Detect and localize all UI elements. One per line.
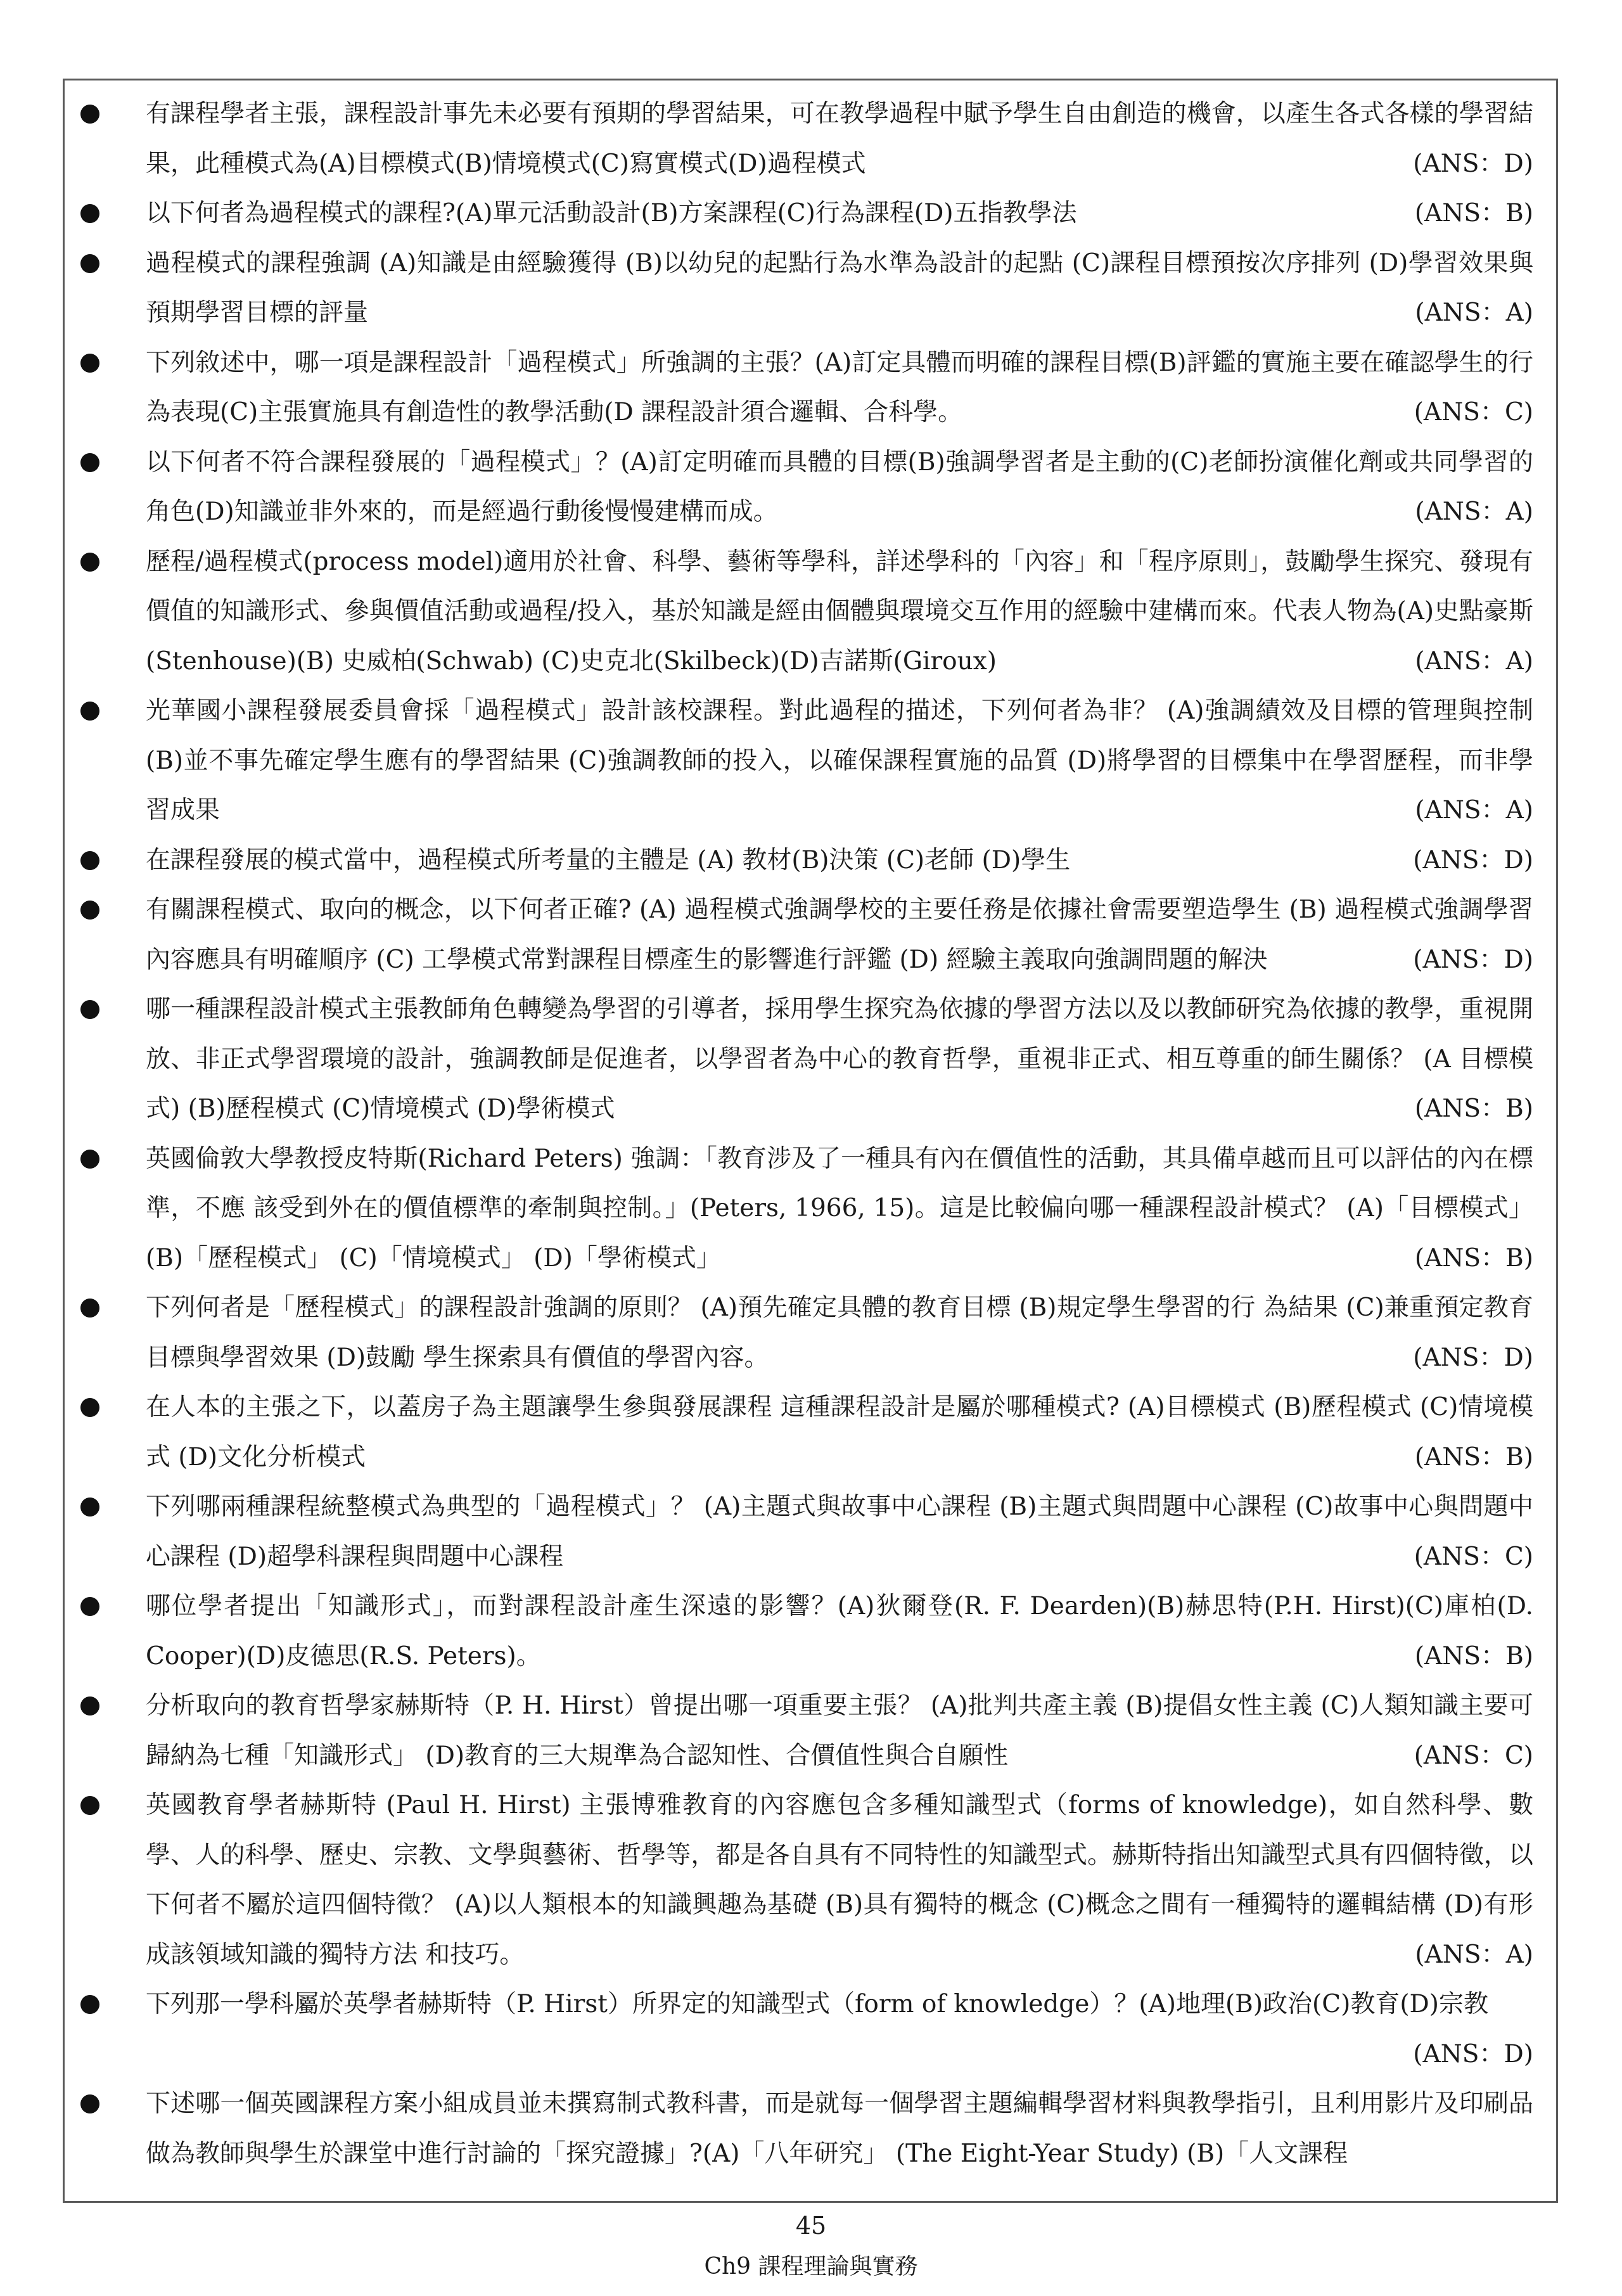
bullet-icon	[80, 1995, 99, 2014]
answer-key: (ANS：A)	[1415, 646, 1533, 676]
answer-key: (ANS：B)	[1414, 1094, 1533, 1123]
question-item	[65, 89, 1556, 189]
question-item	[65, 1383, 1556, 1482]
question-item	[65, 438, 1556, 537]
answer-key: (ANS：A)	[1415, 497, 1533, 526]
question-item	[65, 2079, 1556, 2179]
question-text: 歷程/過程模式(process model)適用於社會、科學、藝術等學科，詳述學科的「內容」和「程序原則」，鼓勵學生探究、發現有價值的知識形式、參與價值活動或過程/投入，基於知識是經由個體與環境交互作用的經驗中建構而來。代表人物為(A)史點豪斯(Stenhouse)(B) 史威柏(Schwab) (C)史克北(Skilbeck)(D)吉諾斯(Giroux)	[146, 547, 1533, 676]
question-text: 有課程學者主張，課程設計事先未必要有預期的學習結果，可在教學過程中賦予學生自由創造的機會，以產生各式各樣的學習結果，此種模式為(A)目標模式(B)情境模式(C)寫實模式(D)過程模式	[146, 99, 1533, 178]
bullet-icon	[80, 1398, 99, 1417]
bullet-icon	[80, 1150, 99, 1169]
answer-key: (ANS：D)	[1413, 149, 1533, 178]
bullet-icon	[80, 1597, 99, 1616]
question-text: 哪一種課程設計模式主張教師角色轉變為學習的引導者，採用學生探究為依據的學習方法以及以教師研究為依據的教學，重視開放、非正式學習環境的設計，強調教師是促進者，以學習者為中心的教育哲學，重視非正式、相互尊重的師生關係？ (A 目標模式) (B)歷程模式 (C)情境模式 (D)學術模式	[146, 995, 1533, 1123]
question-item	[65, 1283, 1556, 1383]
answer-key: (ANS：D)	[1413, 845, 1533, 875]
bullet-icon	[80, 1696, 99, 1716]
question-item	[65, 537, 1556, 687]
question-text: 有關課程模式、取向的概念，以下何者正確? (A) 過程模式強調學校的主要任務是依據社會需要塑造學生 (B) 過程模式強調學習內容應具有明確順序 (C) 工學模式常對課程目標產生的影響進行評鑑 (D) 經驗主義取向強調問題的解決	[146, 895, 1533, 974]
question-list	[65, 80, 1556, 2179]
question-text: 分析取向的教育哲學家赫斯特（P. H. Hirst）曾提出哪一項重要主張？ (A)批判共產主義 (B)提倡女性主義 (C)人類知識主要可歸納為七種「知識形式」 (D)教育的三大規準為合認知性、合價值性與合自願性	[146, 1691, 1533, 1770]
question-text: 以下何者不符合課程發展的「過程模式」？(A)訂定明確而具體的目標(B)強調學習者是主動的(C)老師扮演催化劑或共同學習的角色(D)知識並非外來的，而是經過行動後慢慢建構而成。	[146, 447, 1533, 526]
answer-key: (ANS：B)	[1414, 1243, 1533, 1273]
page-frame	[63, 79, 1558, 2203]
question-text: 在課程發展的模式當中，過程模式所考量的主體是 (A) 教材(B)決策 (C)老師 (D)學生	[146, 845, 1071, 875]
bullet-icon	[80, 204, 99, 223]
answer-key: (ANS：B)	[1414, 1641, 1533, 1671]
question-item	[65, 1134, 1556, 1284]
question-item	[65, 1582, 1556, 1681]
bullet-icon	[80, 851, 99, 870]
question-text: 光華國小課程發展委員會採「過程模式」設計該校課程。對此過程的描述，下列何者為非？ (A)強調績效及目標的管理與控制 (B)並不事先確定學生應有的學習結果 (C)強調教師的投入，以確保課程實施的品質 (D)將學習的目標集中在學習歷程，而非學習成果	[146, 696, 1533, 824]
question-item	[65, 1482, 1556, 1582]
answer-key: (ANS：A)	[1415, 1940, 1533, 1969]
bullet-icon	[80, 901, 99, 920]
question-item	[65, 338, 1556, 438]
question-text: 下列那一學科屬於英學者赫斯特（P. Hirst）所界定的知識型式（form of knowledge）？(A)地理(B)政治(C)教育(D)宗教	[146, 1990, 1489, 2018]
answer-key: (ANS：D)	[1413, 2039, 1533, 2068]
bullet-icon	[80, 105, 99, 124]
question-text: 英國倫敦大學教授皮特斯(Richard Peters) 強調：「教育涉及了一種具有內在價值性的活動，其具備卓越而且可以評估的內在標準，不應 該受到外在的價值標準的牽制與控制。」(Peters, 1966, 15)。這是比較偏向哪一種課程設計模式？ (A)「目標模式」 (B)「歷程模式」 (C)「情境模式」 (D)「學術模式」	[146, 1144, 1533, 1273]
question-text: 以下何者為過程模式的課程?(A)單元活動設計(B)方案課程(C)行為課程(D)五指教學法	[146, 199, 1077, 228]
question-text: 英國教育學者赫斯特 (Paul H. Hirst) 主張博雅教育的內容應包含多種知識型式（forms of knowledge)，如自然科學、數學、人的科學、歷史、宗教、文學與藝術、哲學等，都是各自具有不同特性的知識型式。赫斯特指出知識型式具有四個特徵，以下何者不屬於這四個特徵？ (A)以人類根本的知識興趣為基礎 (B)具有獨特的概念 (C)概念之間有一種獨特的邏輯結構 (D)有形成該領域知識的獨特方法 和技巧。	[146, 1791, 1533, 1969]
answer-key: (ANS：B)	[1414, 1442, 1533, 1472]
bullet-icon	[80, 453, 99, 472]
question-text: 下述哪一個英國課程方案小組成員並未撰寫制式教科書，而是就每一個學習主題編輯學習材料與教學指引，且利用影片及印刷品做為教師與學生於課堂中進行討論的「探究證據」?(A)「八年研究」 (The Eight-Year Study) (B)「人文課程	[146, 2089, 1533, 2168]
question-item	[65, 1980, 1556, 2079]
question-item	[65, 1681, 1556, 1781]
question-item	[65, 189, 1556, 239]
chapter-title: Ch9 課程理論與實務	[704, 2254, 918, 2280]
bullet-icon	[80, 1299, 99, 1318]
question-item	[65, 985, 1556, 1134]
question-text: 下列何者是「歷程模式」的課程設計強調的原則？ (A)預先確定具體的教育目標 (B)規定學生學習的行 為結果 (C)兼重預定教育目標與學習效果 (D)鼓勵 學生探索具有價值的學習內容。	[146, 1293, 1533, 1372]
question-text: 過程模式的課程強調 (A)知識是由經驗獲得 (B)以幼兒的起點行為水準為設計的起點 (C)課程目標預按次序排列 (D)學習效果與預期學習目標的評量	[146, 248, 1533, 327]
question-item	[65, 1781, 1556, 1980]
answer-key: (ANS：B)	[1414, 199, 1533, 228]
answer-key: (ANS：D)	[1413, 945, 1533, 974]
bullet-icon	[80, 1796, 99, 1815]
answer-key: (ANS：A)	[1415, 298, 1533, 327]
question-text: 下列敘述中，哪一項是課程設計「過程模式」所強調的主張？(A)訂定具體而明確的課程目標(B)評鑑的實施主要在確認學生的行為表現(C)主張實施具有創造性的教學活動(D 課程設計須合邏輯、合科學。	[146, 348, 1533, 426]
question-item	[65, 885, 1556, 985]
page-number: 45	[795, 2212, 827, 2240]
question-item	[65, 836, 1556, 886]
question-text: 下列哪兩種課程統整模式為典型的「過程模式」？ (A)主題式與故事中心課程 (B)主題式與問題中心課程 (C)故事中心與問題中心課程 (D)超學科課程與問題中心課程	[146, 1492, 1533, 1571]
bullet-icon	[80, 702, 99, 721]
question-item	[65, 686, 1556, 836]
bullet-icon	[80, 254, 99, 273]
answer-key: (ANS：C)	[1414, 398, 1533, 426]
answer-key: (ANS：A)	[1415, 796, 1533, 824]
bullet-icon	[80, 2094, 99, 2113]
answer-key: (ANS：D)	[1413, 1343, 1533, 1372]
answer-key: (ANS：C)	[1414, 1741, 1533, 1770]
bullet-icon	[80, 1000, 99, 1019]
bullet-icon	[80, 1498, 99, 1517]
bullet-icon	[80, 553, 99, 572]
bullet-icon	[80, 354, 99, 373]
answer-key: (ANS：C)	[1414, 1542, 1533, 1571]
question-item	[65, 239, 1556, 338]
question-text: 哪位學者提出「知識形式」，而對課程設計產生深遠的影響？(A)狄爾登(R. F. Dearden)(B)赫思特(P.H. Hirst)(C)庫柏(D. Cooper)(D)皮德思(R.S. Peters)。	[146, 1592, 1533, 1671]
question-text: 在人本的主張之下，以蓋房子為主題讓學生參與發展課程 這種課程設計是屬於哪種模式? (A)目標模式 (B)歷程模式 (C)情境模式 (D)文化分析模式	[146, 1393, 1533, 1472]
